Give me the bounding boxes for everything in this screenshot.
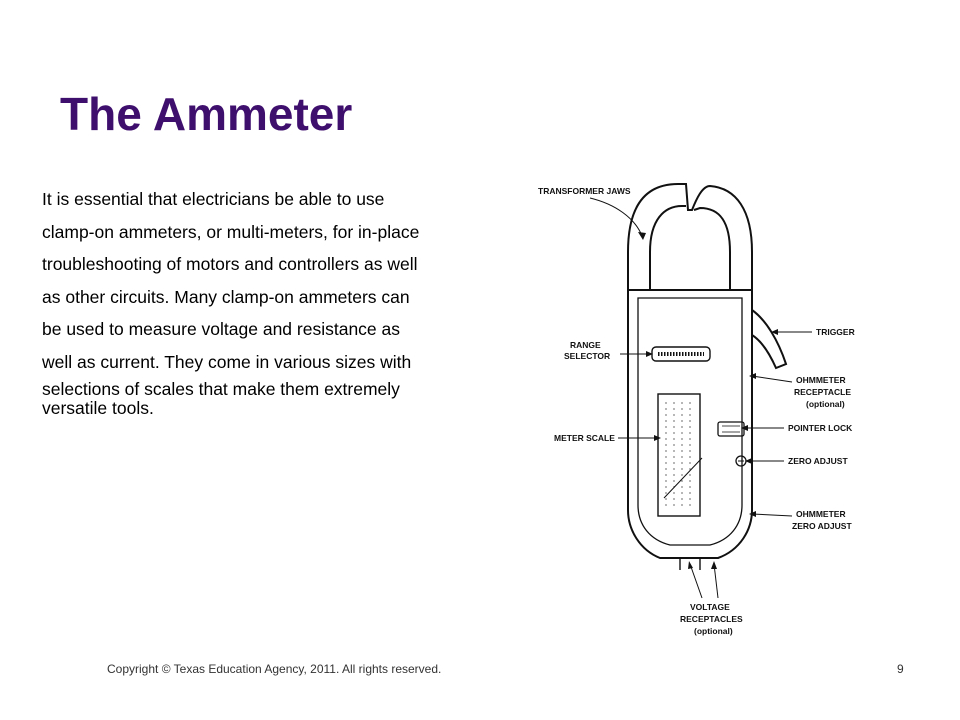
label-optional: (optional) (806, 399, 845, 409)
clamp-ammeter-illustration (530, 180, 870, 640)
body-line: troubleshooting of motors and controllers as well (42, 254, 418, 274)
body-line: be used to measure voltage and resistance as (42, 319, 400, 339)
body-line: versatile tools. (42, 398, 154, 418)
body-line: selections of scales that make them extremely (42, 379, 400, 399)
label-optional-2: (optional) (694, 626, 733, 636)
body-line: It is essential that electricians be able to use (42, 189, 385, 209)
body-line: clamp-on ammeters, or multi-meters, for in-place (42, 221, 420, 242)
label-transformer-jaws: TRANSFORMER JAWS (538, 186, 631, 196)
label-ohmmeter: OHMMETER (796, 375, 846, 385)
page-number: 9 (897, 662, 904, 676)
label-meter-scale: METER SCALE (554, 433, 615, 443)
label-zero-adjust-2: ZERO ADJUST (792, 521, 852, 531)
label-receptacles: RECEPTACLES (680, 614, 743, 624)
clamp-ammeter-diagram (530, 180, 870, 640)
label-receptacle: RECEPTACLE (794, 387, 851, 397)
label-selector: SELECTOR (564, 351, 611, 361)
copyright-text: Copyright © Texas Education Agency, 2011. All rights reserved. (107, 662, 442, 676)
body-line: as other circuits. Many clamp-on ammeters can (42, 286, 410, 307)
label-trigger: TRIGGER (816, 327, 855, 337)
label-range: RANGE (570, 340, 601, 350)
slide-title: The Ammeter (60, 88, 353, 140)
label-ohmmeter-2: OHMMETER (796, 509, 846, 519)
label-pointer-lock: POINTER LOCK (788, 423, 853, 433)
body-paragraph (42, 185, 522, 418)
label-voltage: VOLTAGE (690, 602, 730, 612)
label-zero-adjust: ZERO ADJUST (788, 456, 848, 466)
footer (0, 662, 960, 682)
body-line: well as current. They come in various sizes with (42, 351, 412, 372)
